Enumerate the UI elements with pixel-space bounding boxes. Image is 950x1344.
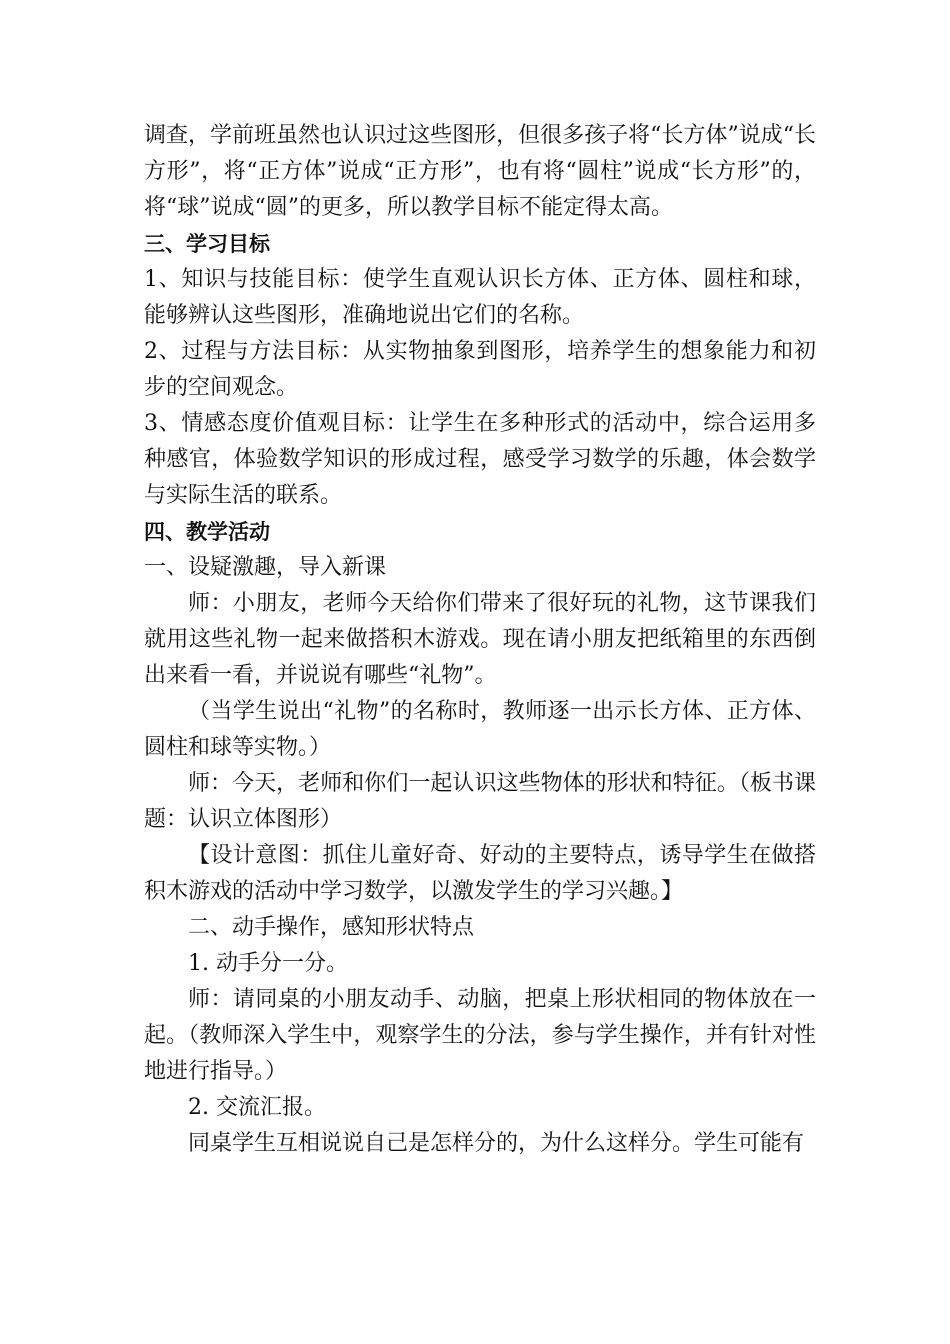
- heading-teaching-activities: 四、教学活动: [144, 520, 270, 544]
- paragraph-intro-survey: 调查，学前班虽然也认识过这些图形，但很多孩子将“长方体”说成“长方形”，将“正方体”说成“正方形”，也有将“圆柱”说成“长方形”的，将“球”说成“圆”的更多，所以教学目标不能定得太高。: [144, 123, 816, 220]
- paragraph-section-intro: 一、设疑激趣，导入新课: [144, 555, 387, 580]
- paragraph-teacher-topic: 师：今天，老师和你们一起认识这些物体的形状和特征。（板书课题：认识立体图形）: [144, 771, 816, 832]
- paragraph-design-intent: 【设计意图：抓住儿童好奇、好动的主要特点，诱导学生在做搭积木游戏的活动中学习数学，以激发学生的学习兴趣。】: [144, 843, 816, 904]
- paragraph-peer-discussion: 同桌学生互相说说自己是怎样分的，为什么这样分。学生可能有: [188, 1131, 805, 1156]
- paragraph-step-report: 2. 交流汇报。: [188, 1095, 326, 1120]
- paragraph-section-hands-on: 二、动手操作，感知形状特点: [188, 915, 475, 940]
- heading-learning-goals: 三、学习目标: [144, 232, 270, 256]
- paragraph-teacher-sort: 师：请同桌的小朋友动手、动脑，把桌上形状相同的物体放在一起。（教师深入学生中，观察学生的分法，参与学生操作，并有针对性地进行指导。）: [144, 987, 816, 1084]
- paragraph-teacher-gift: 师：小朋友，老师今天给你们带来了很好玩的礼物，这节课我们就用这些礼物一起来做搭积木游戏。现在请小朋友把纸箱里的东西倒出来看一看，并说说有哪些“礼物”。: [144, 591, 816, 688]
- paragraph-show-objects: （当学生说出“礼物”的名称时，教师逐一出示长方体、正方体、圆柱和球等实物。）: [144, 699, 816, 760]
- paragraph-goal-knowledge: 1、知识与技能目标：使学生直观认识长方体、正方体、圆柱和球，能够辨认这些图形，准确地说出它们的名称。: [144, 267, 816, 328]
- paragraph-goal-process: 2、过程与方法目标：从实物抽象到图形，培养学生的想象能力和初步的空间观念。: [144, 339, 816, 400]
- paragraph-step-sort: 1. 动手分一分。: [188, 951, 348, 976]
- paragraph-goal-attitude: 3、情感态度价值观目标：让学生在多种形式的活动中，综合运用多种感官，体验数学知识的形成过程，感受学习数学的乐趣，体会数学与实际生活的联系。: [144, 411, 816, 508]
- document-body: [144, 118, 816, 1162]
